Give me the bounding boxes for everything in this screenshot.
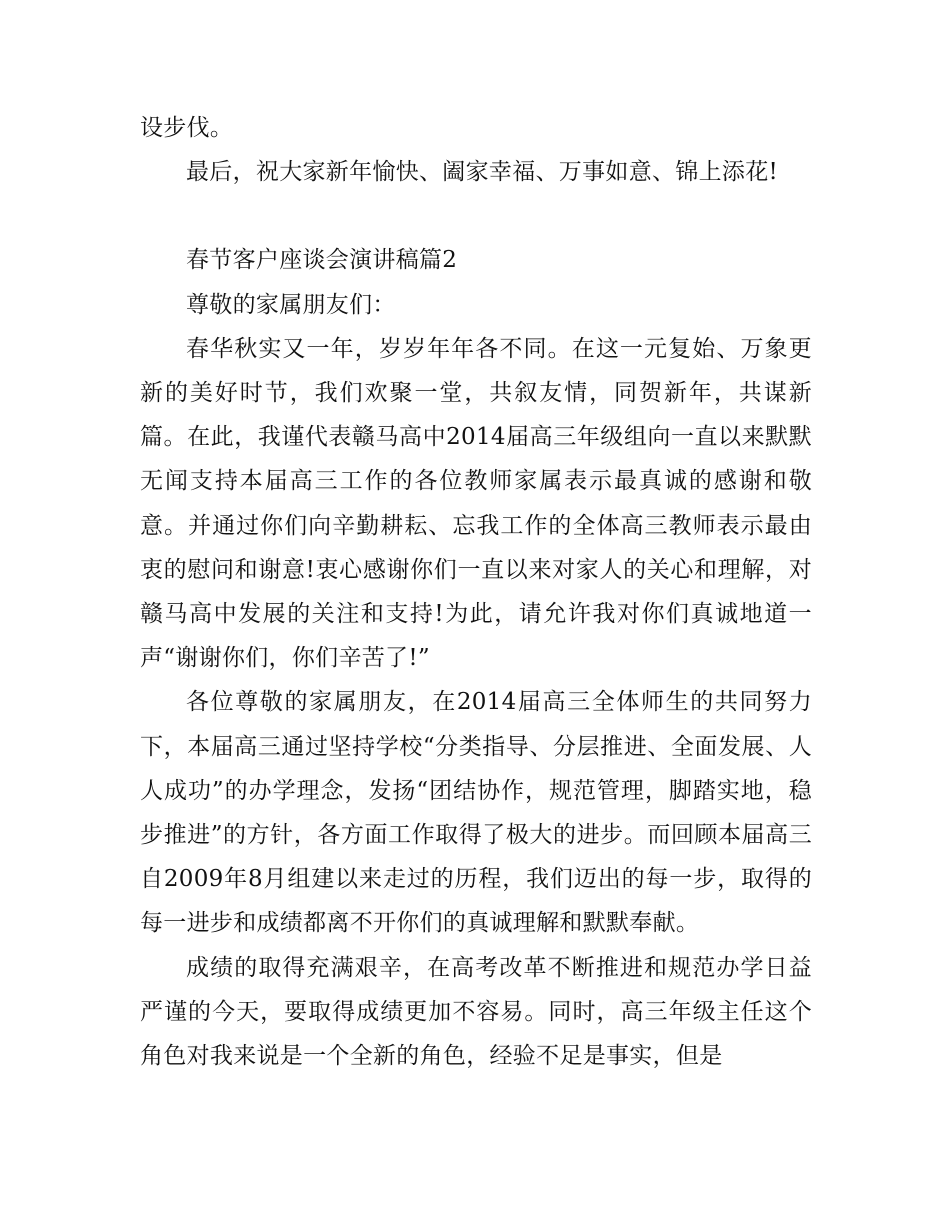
paragraph-closing-wishes: 最后，祝大家新年愉快、阖家幸福、万事如意、锦上添花! (186, 159, 779, 186)
section-heading: 春节客户座谈会演讲稿篇2 (186, 247, 458, 274)
document-body (140, 106, 812, 1078)
paragraph-gap (140, 194, 812, 238)
paragraph-continuation: 设步伐。 (140, 115, 234, 141)
paragraph-achievements: 各位尊敬的家属朋友，在2014届高三全体师生的共同努力下，本届高三通过坚持学校“分类指导、分层推进、全面发展、人人成功”的办学理念，发扬“团结协作，规范管理，脚踏实地，稳步推进”的方针，各方面工作取得了极大的进步。而回顾本届高三自2009年8月组建以来走过的历程，我们迈出的每一步，取得的每一进步和成绩都离不开你们的真诚理解和默默奉献。 (140, 689, 812, 937)
paragraph-challenges: 成绩的取得充满艰辛，在高考改革不断推进和规范办学日益严谨的今天，要取得成绩更加不容易。同时，高三年级主任这个角色对我来说是一个全新的角色，经验不足是事实，但是 (140, 954, 812, 1070)
paragraph-opening: 春华秋实又一年，岁岁年年各不同。在这一元复始、万象更新的美好时节，我们欢聚一堂，共叙友情，同贺新年，共谋新篇。在此，我谨代表赣马高中2014届高三年级组向一直以来默默无闻支持本届高三工作的各位教师家属表示最真诚的感谢和敬意。并通过你们向辛勤耕耘、忘我工作的全体高三教师表示最由衷的慰问和谢意!衷心感谢你们一直以来对家人的关心和理解，对赣马高中发展的关注和支持!为此，请允许我对你们真诚地道一声“谢谢你们，你们辛苦了!” (140, 335, 812, 672)
salutation: 尊敬的家属朋友们： (186, 291, 396, 318)
